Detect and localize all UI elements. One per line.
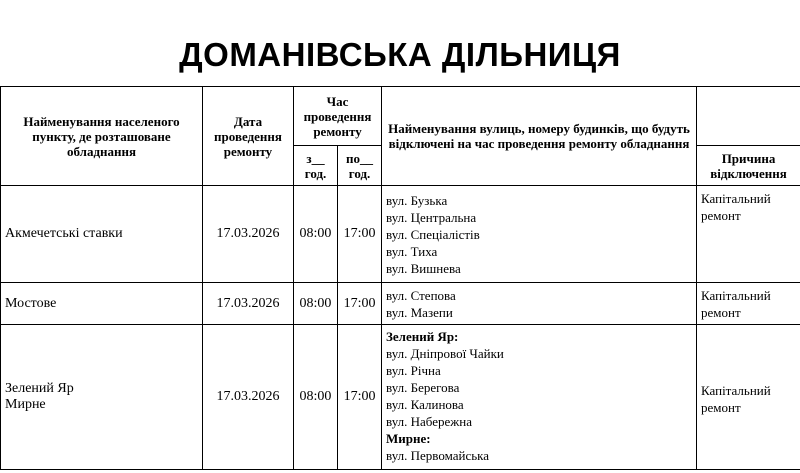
header-time: Час проведення ремонту — [294, 87, 382, 146]
street-item: вул. Берегова — [386, 380, 460, 395]
street-item: вул. Вишнева — [386, 260, 461, 276]
settlement-cell — [1, 325, 203, 470]
header-reason: Причина відключення — [697, 146, 800, 186]
settlement-cell: Мостове — [1, 283, 203, 325]
street-item: вул. Дніпрової Чайки — [386, 346, 504, 361]
street-item: вул. Первомайська — [386, 448, 490, 463]
page-title: ДОМАНІВСЬКА ДІЛЬНИЦЯ — [179, 36, 621, 73]
street-item: вул. Бузька — [386, 192, 448, 208]
outage-table — [0, 86, 800, 470]
street-item: вул. Тиха — [386, 243, 438, 259]
street-item: вул. Набережна — [386, 414, 472, 429]
streets-cell — [382, 325, 697, 470]
header-empty-cell — [697, 87, 800, 146]
header-date: Дата проведення ремонту — [203, 87, 294, 186]
settlement-name: Зелений Яр — [5, 381, 74, 396]
time-to-cell: 17:00 — [338, 186, 382, 283]
streets-cell — [382, 186, 697, 283]
group-heading: Зелений Яр: — [386, 329, 459, 344]
reason-cell: Капітальний ремонт — [697, 283, 800, 325]
streets-cell — [382, 283, 697, 325]
header-time-to: по__ год. — [338, 146, 382, 186]
date-cell: 17.03.2026 — [203, 283, 294, 325]
header-settlement: Найменування населеного пункту, де розташоване обладнання — [1, 87, 203, 186]
settlement-cell: Акмечетські ставки — [1, 186, 203, 283]
date-cell: 17.03.2026 — [203, 186, 294, 283]
time-to-cell: 17:00 — [338, 325, 382, 470]
reason-cell: Капітальний ремонт — [697, 325, 800, 470]
time-from-cell: 08:00 — [294, 283, 338, 325]
street-item: вул. Центральна — [386, 209, 477, 225]
settlement-name: Мирне — [5, 397, 46, 412]
reason-cell: Капітальний ремонт — [697, 186, 800, 283]
time-from-cell: 08:00 — [294, 325, 338, 470]
time-to-cell: 17:00 — [338, 283, 382, 325]
table-row — [1, 186, 800, 283]
street-item: вул. Мазепи — [386, 304, 453, 320]
street-item: вул. Річна — [386, 363, 441, 378]
street-item: вул. Степова — [386, 287, 456, 303]
table-row — [1, 283, 800, 325]
group-heading: Мирне: — [386, 431, 431, 446]
header-streets: Найменування вулиць, номеру будинків, що будуть відключені на час проведення ремонту обладнання — [382, 87, 697, 186]
time-from-cell: 08:00 — [294, 186, 338, 283]
street-item: вул. Калинова — [386, 397, 464, 412]
header-time-from: з__ год. — [294, 146, 338, 186]
street-item: вул. Спеціалістів — [386, 226, 480, 242]
table-row — [1, 325, 800, 470]
date-cell: 17.03.2026 — [203, 325, 294, 470]
